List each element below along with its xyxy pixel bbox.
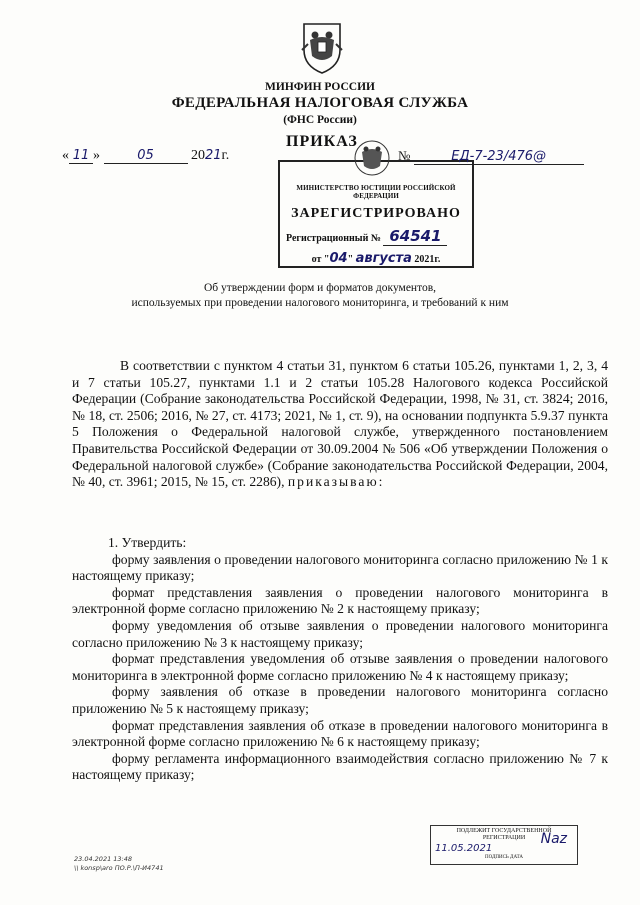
subject-line1: Об утверждении форм и форматов документов, [203, 282, 437, 294]
list-item: форму регламента информационного взаимодействия согласно приложению № 7 к настоящему приказу; [72, 750, 608, 783]
bottom-stamp-footer: ПОДПИСЬ ДАТА [484, 855, 524, 860]
stamp-ministry: МИНИСТЕРСТВО ЮСТИЦИИ РОССИЙСКОЙ ФЕДЕРАЦИИ [296, 184, 456, 200]
stamp-date-prefix: от " [311, 254, 330, 265]
list-item: форму уведомления об отзыве заявления о проведении налогового мониторинга согласно приложению № 3 к настоящему приказу; [72, 617, 608, 650]
list-item: формат представления уведомления об отзыве заявления о проведении налогового мониторинга в электронной форме согласно приложению № 4 к настоящему приказу; [72, 651, 608, 683]
number-value: ЕД-7-23/476@ [414, 149, 584, 165]
list-item: формат представления заявления о проведении налогового мониторинга в электронной форме согласно приложению № 2 к настоящему приказу; [72, 584, 608, 617]
state-emblem-icon [298, 20, 346, 76]
footer-line1: 23.04.2021 13:48 [74, 855, 133, 863]
close-quote: » [93, 148, 100, 163]
footer-line2: \\ konsp\aro ПО.Р.\П-И4741 [74, 864, 164, 872]
seal-emblem-icon [352, 138, 392, 178]
items [72, 535, 608, 784]
stamp-reg-number-line [286, 227, 466, 246]
org-abbr: (ФНС России) [283, 114, 357, 126]
list-item: формат представления заявления об отказе в проведении налогового мониторинга в электронной форме согласно приложению № 6 к настоящему приказу; [72, 717, 608, 750]
bottom-stamp-line1: ПОДЛЕЖИТ ГОСУДАРСТВЕННОЙ [456, 828, 552, 834]
stamp-date-suffix: г. [434, 254, 441, 265]
subject-line2: используемых при проведении налогового мониторинга, и требований к ним [131, 297, 509, 309]
stamp-date-line [286, 251, 466, 267]
stamp-date-day: 04 [329, 251, 348, 266]
stamp-date-year: 2021 [414, 254, 435, 265]
stamp-date-mid: " [347, 254, 354, 265]
items-header: 1. Утвердить: [108, 535, 187, 550]
bottom-stamp [430, 825, 578, 865]
list-item: форму заявления об отказе в проведении налогового мониторинга согласно приложению № 5 к настоящему приказу; [72, 684, 608, 716]
number-line [398, 148, 584, 165]
org-top: МИНФИН РОССИИ [265, 81, 375, 93]
date-line [62, 148, 262, 164]
preamble [72, 358, 608, 491]
doc-type: ПРИКАЗ [286, 133, 358, 150]
number-label: № [398, 148, 411, 163]
date-day: 11 [69, 148, 93, 164]
signature-icon: Naz [540, 831, 567, 847]
year-prefix: 20 [191, 148, 205, 163]
list-item: форму заявления о проведении налогового мониторинга согласно приложению № 1 к настоящему приказу; [72, 551, 608, 584]
preamble-end: приказываю: [287, 474, 385, 490]
stamp-reg-number: 64541 [383, 227, 447, 246]
date-month: 05 [104, 148, 188, 164]
bottom-stamp-line2: РЕГИСТРАЦИИ [482, 835, 526, 841]
year-unit: г. [221, 148, 230, 163]
open-quote: « [62, 148, 69, 163]
org-main: ФЕДЕРАЛЬНАЯ НАЛОГОВАЯ СЛУЖБА [171, 95, 469, 111]
stamp-reg-label: Регистрационный № [286, 233, 381, 244]
stamp-registered: ЗАРЕГИСТРИРОВАНО [291, 206, 461, 221]
stamp-date-month: августа [355, 251, 412, 266]
preamble-text: В соответствии с пунктом 4 статьи 31, пунктом 6 статьи 105.26, пунктами 1, 2, 3, 4 и 7 статьи 105.27, пунктами 1.1 и 2 статьи 105.28 Налогового кодекса Российской Федерации (Собрание законодательства Российской Федерации, 1998, № 31, ст. 3824; 2016, № 18, ст. 2506; 2016, № 27, ст. 4173; 2021, № 1, ст. 9), на основании подпункта 5.9.37 пункта 5 Положения о Федеральной налоговой службе, утвержденного постановлением Правительства Российской Федерации от 30.09.2004 № 506 «Об утверждении Положения о Федеральной налоговой службе» (Собрание законодательства Российской Федерации, 2004, № 40, ст. 3961; 2015, № 15, ст. 2286), [72, 358, 608, 490]
bottom-stamp-date: 11.05.2021 [435, 843, 493, 854]
year-suffix: 21 [205, 148, 222, 163]
subject [0, 281, 640, 311]
footer [74, 855, 164, 873]
